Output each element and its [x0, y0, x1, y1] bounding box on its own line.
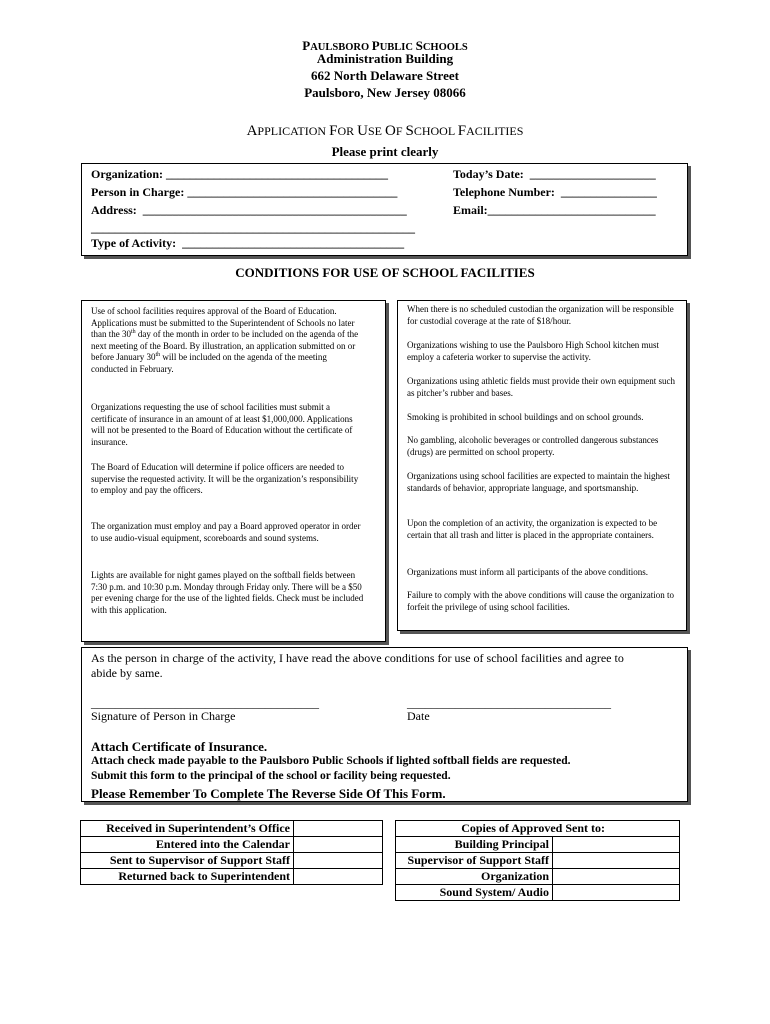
- copies-label: Building Principal: [396, 837, 553, 853]
- condition-trash: Upon the completion of an activity, the organization is expected to be certain that all trash and litter is placed in the appropriate containers.: [407, 518, 658, 540]
- condition-custodian: When there is no scheduled custodian the organization will be responsible for custodial coverage at the rate of $18/hour.: [407, 304, 674, 326]
- tracking-entry-cell[interactable]: [294, 869, 383, 885]
- school-name: PAULSBORO PUBLIC SCHOOLS: [302, 38, 468, 53]
- telephone-field[interactable]: Telephone Number: ________________: [453, 185, 657, 199]
- copies-label: Organization: [396, 869, 553, 885]
- tracking-entry-cell[interactable]: [294, 837, 383, 853]
- condition-failure: Failure to comply with the above conditions will cause the organization to forfeit the privilege of using school facilities.: [407, 590, 675, 612]
- right-conditions-box: [397, 300, 687, 631]
- reverse-side-reminder: Please Remember To Complete The Reverse Side Of This Form.: [91, 786, 446, 801]
- tracking-label: Returned back to Superintendent: [81, 869, 294, 885]
- date-line[interactable]: __________________________________: [407, 696, 611, 710]
- todays-date-field[interactable]: Today’s Date: _____________________: [453, 167, 656, 181]
- page-title: APPLICATION FOR USE OF SCHOOL FACILITIES: [246, 123, 524, 139]
- attach-certificate-note: Attach Certificate of Insurance.: [91, 739, 268, 754]
- table-row: [81, 853, 383, 869]
- agreement-box: [81, 647, 688, 802]
- address-line-2-field[interactable]: ______________________________________________________: [91, 221, 415, 235]
- table-row: [396, 885, 680, 901]
- table-row: [81, 821, 383, 837]
- condition-athletic-fields: Organizations using athletic fields must provide their own equipment such as pitcher’s rubber and bases.: [407, 376, 676, 398]
- copies-entry-cell[interactable]: [553, 837, 680, 853]
- condition-gambling: No gambling, alcoholic beverages or controlled dangerous substances (drugs) are permitted on school property.: [407, 435, 659, 457]
- city-address: Paulsboro, New Jersey 08066: [304, 85, 466, 100]
- tracking-label: Sent to Supervisor of Support Staff: [81, 853, 294, 869]
- tracking-label: Entered into the Calendar: [81, 837, 294, 853]
- person-in-charge-field[interactable]: Person in Charge: ___________________________________: [91, 185, 398, 199]
- condition-inform: Organizations must inform all participants of the above conditions.: [407, 567, 649, 577]
- page-subtitle: Please print clearly: [331, 144, 439, 159]
- street-address: 662 North Delaware Street: [311, 68, 459, 83]
- copies-heading: Copies of Approved Sent to:: [396, 821, 680, 837]
- condition-operator: The organization must employ and pay a Board approved operator in order to use audio-visual equipment, scoreboards and sound systems.: [91, 521, 361, 543]
- office-tracking-table: [80, 820, 383, 885]
- conditions-heading: CONDITIONS FOR USE OF SCHOOL FACILITIES: [235, 265, 535, 280]
- date-label: Date: [407, 709, 430, 723]
- copies-entry-cell[interactable]: [553, 853, 680, 869]
- condition-police: The Board of Education will determine if police officers are needed to supervise the requested activity. It will be the organization’s responsibility to employ and pay the officers.: [91, 462, 359, 496]
- copies-label: Sound System/ Audio: [396, 885, 553, 901]
- attach-check-note: Attach check made payable to the Paulsboro Public Schools if lighted softball fields are requested.: [91, 755, 571, 767]
- type-of-activity-field[interactable]: Type of Activity: _____________________________________: [91, 236, 405, 250]
- table-row: [396, 869, 680, 885]
- condition-smoking: Smoking is prohibited in school buildings and on school grounds.: [407, 412, 644, 422]
- table-row: [81, 869, 383, 885]
- tracking-label: Received in Superintendent’s Office: [81, 821, 294, 837]
- organization-field[interactable]: Organization: _____________________________________: [91, 167, 388, 181]
- agreement-statement: As the person in charge of the activity, I have read the above conditions for use of school facilities and agree to abide by same.: [91, 651, 624, 680]
- address-field[interactable]: Address: ____________________________________________: [91, 203, 407, 217]
- email-field[interactable]: Email:____________________________: [453, 203, 656, 217]
- condition-behavior: Organizations using school facilities are expected to maintain the highest standards of behavior, appropriate language, and sportsmanship.: [407, 471, 671, 493]
- table-row: [396, 837, 680, 853]
- left-conditions-box: [81, 300, 386, 642]
- submit-note: Submit this form to the principal of the school or facility being requested.: [91, 770, 451, 782]
- tracking-entry-cell[interactable]: [294, 821, 383, 837]
- table-row: [81, 837, 383, 853]
- copies-entry-cell[interactable]: [553, 869, 680, 885]
- condition-kitchen: Organizations wishing to use the Paulsboro High School kitchen must employ a cafeteria worker to supervise the activity.: [407, 340, 660, 362]
- condition-approval: Use of school facilities requires approval of the Board of Education. Applications must be submitted to the Superintendent of Schools no later than the 30th day of the month in order to be included on the agenda of the next meeting of the Board. By illustration, an application submitted on or before January 30th will be included on the agenda of the meeting conducted in February.: [91, 306, 359, 374]
- applicant-info-box: [81, 163, 688, 256]
- table-row: [396, 821, 680, 837]
- condition-insurance: Organizations requesting the use of school facilities must submit a certificate of insurance in an amount of at least $1,000,000. Applications will not be presented to the Board of Education without the certificate of insurance.: [91, 402, 353, 447]
- tracking-entry-cell[interactable]: [294, 853, 383, 869]
- building-name: Administration Building: [316, 51, 454, 66]
- copies-entry-cell[interactable]: [553, 885, 680, 901]
- table-row: [396, 853, 680, 869]
- condition-lights: Lights are available for night games played on the softball fields between 7:30 p.m. and 10:30 p.m. Monday through Friday only. There will be a $50 per evening charge for the use of the lighted fields. Check must be included with this application.: [91, 570, 364, 615]
- copies-sent-table: [395, 820, 680, 901]
- signature-line[interactable]: ______________________________________: [91, 696, 319, 710]
- signature-label: Signature of Person in Charge: [91, 709, 236, 723]
- copies-label: Supervisor of Support Staff: [396, 853, 553, 869]
